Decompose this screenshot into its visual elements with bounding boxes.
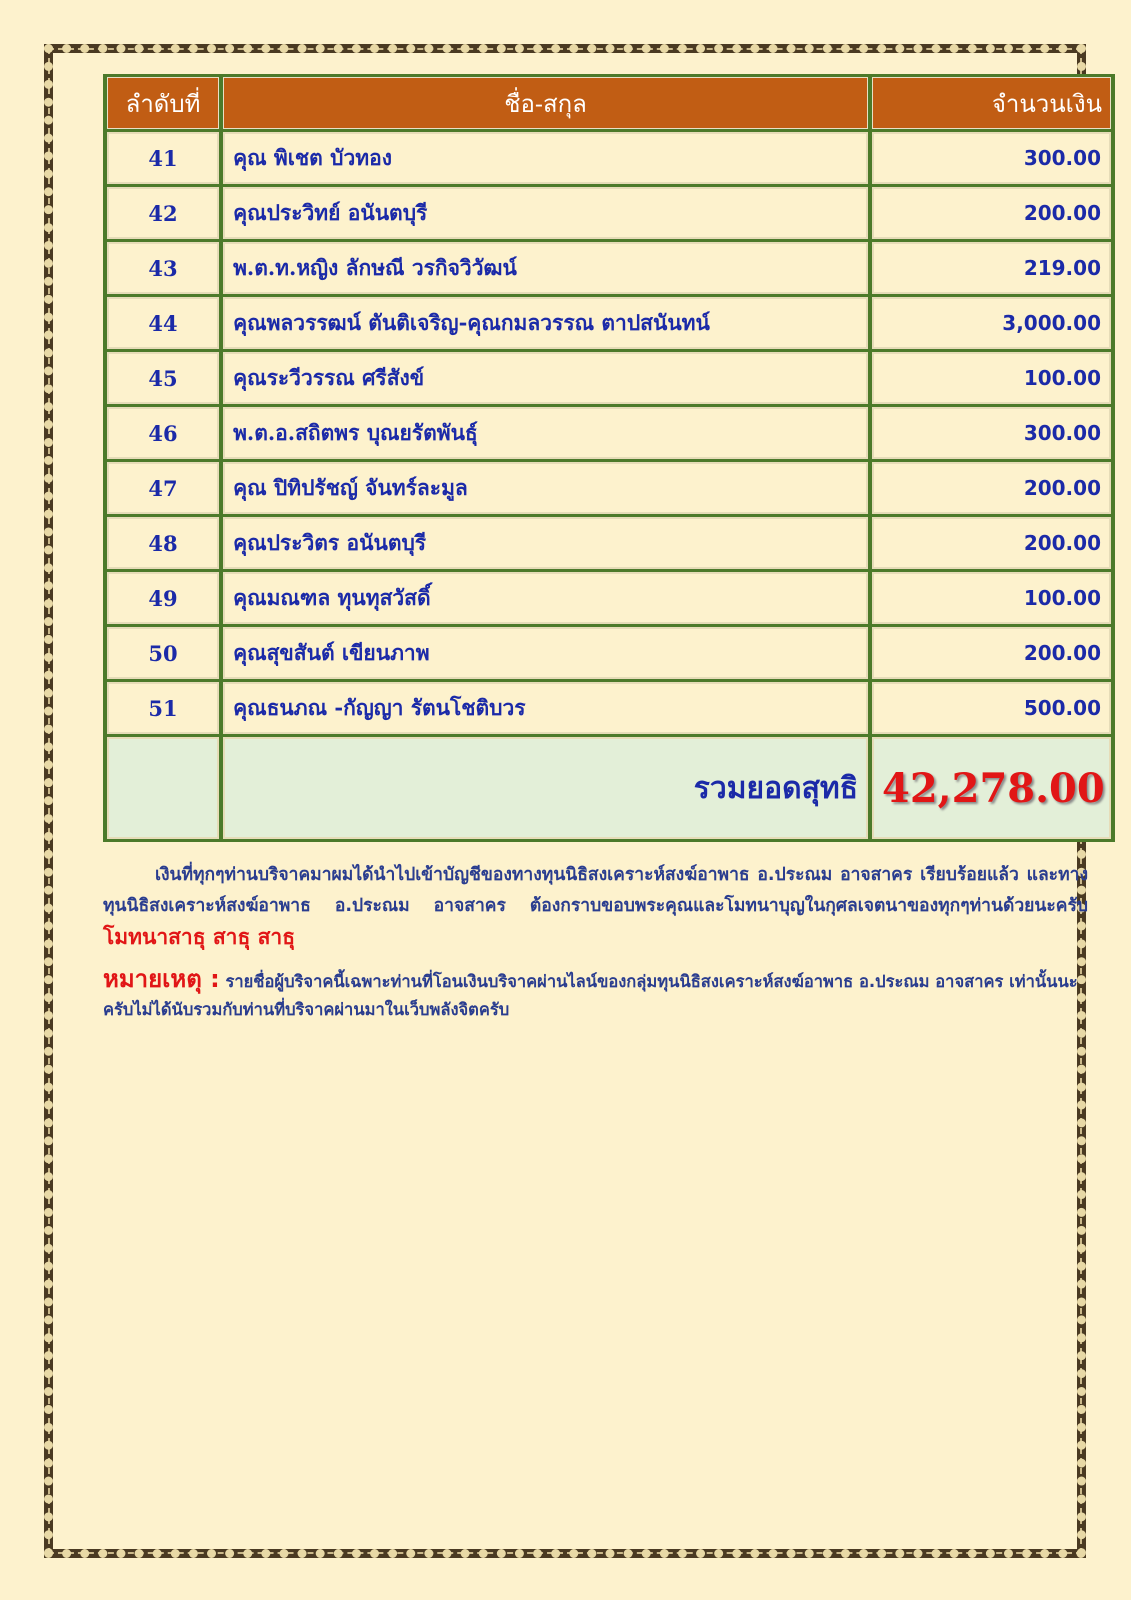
row-name: คุณประวิทย์ อนันตบุรี — [223, 187, 868, 239]
remark-text: รายชื่อผู้บริจาคนี้เฉพาะท่านที่โอนเงินบริจาคผ่านไลน์ของกลุ่มทุนนิธิสงเคราะห์สงฆ์อาพาธ อ.ประณม อาจสาคร เท่านั้นนะครับไม่ได้นับรวมกับท่านที่บริจาคผ่านมาในเว็บพลังจิตครับ — [103, 972, 1078, 1019]
row-number: 49 — [107, 572, 219, 624]
table-row — [107, 297, 1111, 349]
row-name: คุณ พิเชต บัวทอง — [223, 132, 868, 184]
row-number: 47 — [107, 462, 219, 514]
row-number: 44 — [107, 297, 219, 349]
row-number: 46 — [107, 407, 219, 459]
total-empty-cell — [107, 737, 219, 839]
row-amount: 100.00 — [872, 572, 1111, 624]
row-name: คุณพลวรรฒน์ ตันติเจริญ-คุณกมลวรรณ ตาปสนันทน์ — [223, 297, 868, 349]
remark-label: หมายเหตุ : — [103, 965, 220, 993]
header-number: ลำดับที่ — [107, 77, 219, 129]
total-amount: 42,278.00 — [872, 737, 1111, 839]
row-name: คุณระวีวรรณ ศรีสังข์ — [223, 352, 868, 404]
row-amount: 300.00 — [872, 132, 1111, 184]
blessing-text: โมทนาสาธุ สาธุ สาธุ — [103, 925, 296, 949]
table-row — [107, 407, 1111, 459]
row-amount: 3,000.00 — [872, 297, 1111, 349]
row-name: คุณธนภณ -กัญญา รัตนโชติบวร — [223, 682, 868, 734]
table-row — [107, 627, 1111, 679]
note-text: เงินที่ทุกๆท่านบริจาคมาผมได้นำไปเข้าบัญชีของทางทุนนิธิสงเคราะห์สงฆ์อาพาธ อ.ประณม อาจสาคร เรียบร้อยแล้ว และทางทุนนิธิสงเคราะห์สงฆ์อาพาธ อ.ประณม อาจสาคร ต้องกราบขอบพระคุณและโมทนาบุญในกุศลเจตนาของทุกๆท่านด้วยนะครับ — [103, 865, 1088, 916]
row-amount: 500.00 — [872, 682, 1111, 734]
row-number: 45 — [107, 352, 219, 404]
row-amount: 100.00 — [872, 352, 1111, 404]
donor-table — [103, 74, 1115, 842]
table-row — [107, 187, 1111, 239]
row-name: พ.ต.อ.สถิตพร บุณยรัตพันธุ์ — [223, 407, 868, 459]
row-amount: 200.00 — [872, 627, 1111, 679]
row-number: 48 — [107, 517, 219, 569]
page-frame — [44, 44, 1105, 1558]
row-name: พ.ต.ท.หญิง ลักษณี วรกิจวิวัฒน์ — [223, 242, 868, 294]
row-number: 41 — [107, 132, 219, 184]
row-number: 50 — [107, 627, 219, 679]
row-amount: 300.00 — [872, 407, 1111, 459]
table-row — [107, 352, 1111, 404]
row-amount: 219.00 — [872, 242, 1111, 294]
table-row — [107, 132, 1111, 184]
total-label: รวมยอดสุทธิ — [223, 737, 868, 839]
row-number: 42 — [107, 187, 219, 239]
row-name: คุณประวิตร อนันตบุรี — [223, 517, 868, 569]
table-row — [107, 462, 1111, 514]
row-amount: 200.00 — [872, 462, 1111, 514]
row-name: คุณสุขสันต์ เขียนภาพ — [223, 627, 868, 679]
row-number: 51 — [107, 682, 219, 734]
row-name: คุณมณฑล ทุนทุสวัสดิ์ — [223, 572, 868, 624]
table-row — [107, 572, 1111, 624]
remark — [103, 965, 1088, 1024]
table-row — [107, 517, 1111, 569]
row-amount: 200.00 — [872, 517, 1111, 569]
row-number: 43 — [107, 242, 219, 294]
row-amount: 200.00 — [872, 187, 1111, 239]
header-name: ชื่อ-สกุล — [223, 77, 868, 129]
total-row — [107, 737, 1111, 839]
thank-you-note — [103, 860, 1088, 955]
header-amount: จำนวนเงิน — [872, 77, 1111, 129]
row-name: คุณ ปิทิปรัชญ์ จันทร์ละมูล — [223, 462, 868, 514]
table-row — [107, 242, 1111, 294]
table-header-row — [107, 77, 1111, 129]
table-row — [107, 682, 1111, 734]
page-content — [103, 74, 1110, 1024]
